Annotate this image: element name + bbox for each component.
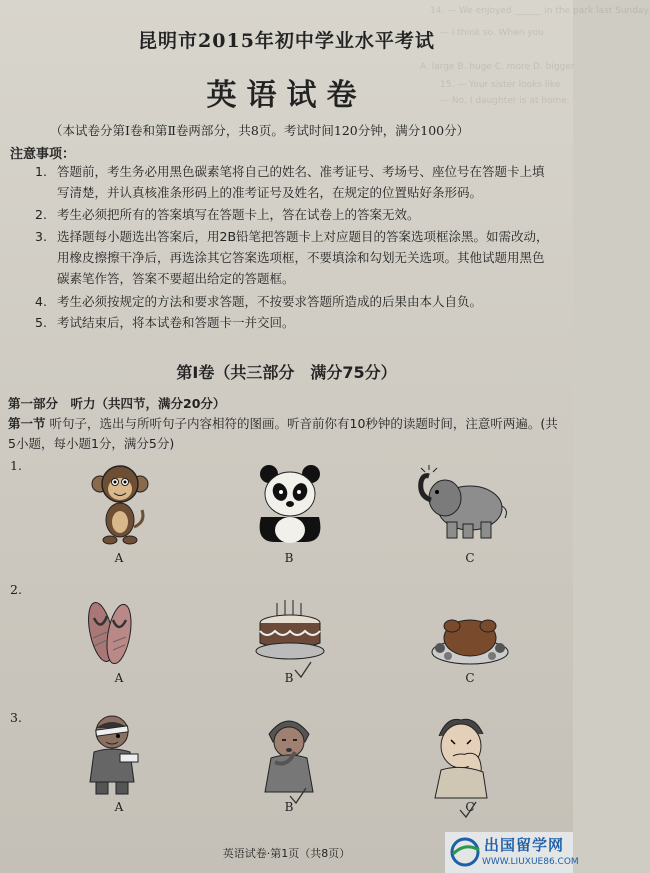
option-label: B [284, 671, 294, 685]
section-label: 第一节 [8, 416, 46, 431]
sick-girl-picture [257, 712, 322, 797]
notice-item-text: 答题前，考生务必用黑色碳素笔将自己的姓名、准考证号、考场号、座位号在答题卡上填写清楚，并认真核准条形码上的准考证号及姓名，在规定的位置贴好条形码。 [57, 164, 545, 200]
page-footer: 英语试卷·第1页（共8页） [222, 847, 351, 860]
notice-item [35, 312, 555, 333]
toothache-boy-picture [425, 714, 495, 799]
notice-item [35, 161, 555, 203]
question-number: 3. [10, 710, 22, 725]
option-label: C [465, 551, 475, 565]
notice-item-text: 考生必须把所有的答案填写在答题卡上，答在试卷上的答案无效。 [57, 207, 420, 222]
notice-item-text: 考试结束后，将本试卷和答题卡一并交回。 [57, 315, 295, 330]
option-label: C [465, 800, 475, 814]
option-label: A [114, 800, 124, 814]
bleed-through-line: — I think so. When you [440, 28, 544, 38]
watermark-title: 出国留学网 [484, 836, 565, 854]
section-instructions [8, 414, 563, 454]
volume-title: 第Ⅰ卷（共三部分 满分75分） [176, 363, 397, 382]
exam-info: （本试卷分第Ⅰ卷和第Ⅱ卷两部分，共8页。考试时间120分钟，满分100分） [50, 123, 470, 138]
notice-item-number: 3. [35, 229, 47, 244]
notice-item-text: 考生必须按规定的方法和要求答题，不按要求答题所造成的后果由本人自负。 [57, 294, 483, 309]
part-heading: 第一部分 听力（共四节，满分20分） [8, 396, 226, 411]
watermark-url: WWW.LIUXUE86.COM [482, 857, 579, 867]
bleed-through-line: 14. — We enjoyed ______ in the park last Sunday. [430, 6, 650, 16]
subject-title: 英语试卷 [206, 78, 367, 113]
flip-flops-picture [85, 598, 135, 668]
monkey-picture [90, 462, 150, 547]
elephant-picture [415, 466, 510, 541]
section-text: 听句子，选出与所听句子内容相符的图画。听音前你有10秒钟的读题时间，注意听两遍。(共5小题，每小题1分，满分5分) [8, 416, 558, 451]
notice-heading: 注意事项： [10, 147, 76, 162]
bleed-through-line: 15. — Your sister looks like [440, 80, 561, 90]
notice-item-text: 选择题每小题选出答案后，用2B铅笔把答题卡上对应题目的答案选项框涂黑。如需改动，用橡皮擦擦干净后，再选涂其它答案选项框，不要填涂和勾划无关选项。其他试题用黑色碳素笔作答，答案不要超出给定的答题框。 [57, 229, 549, 286]
panda-picture [255, 462, 325, 544]
birthday-cake-picture [255, 595, 325, 665]
option-label: A [114, 551, 124, 565]
bleed-through-line: — No, I daughter is at home. [440, 96, 570, 106]
option-label: A [114, 671, 124, 685]
notice-item-number: 4. [35, 294, 47, 309]
notice-item [35, 204, 555, 225]
option-label: B [284, 800, 294, 814]
option-label: B [284, 551, 294, 565]
option-label: C [465, 671, 475, 685]
bleed-through-line: A. large B. huge C. more D. bigger [420, 62, 575, 72]
notice-item-number: 1. [35, 164, 47, 179]
question-number: 2. [10, 582, 22, 597]
notice-item [35, 226, 555, 289]
injured-boy-picture [80, 712, 145, 797]
notice-item [35, 291, 555, 312]
roast-chicken-picture [430, 608, 510, 666]
notice-item-number: 2. [35, 207, 47, 222]
notice-item-number: 5. [35, 315, 47, 330]
exam-title: 昆明市2015年初中学业水平考试 [138, 30, 435, 52]
question-number: 1. [10, 458, 22, 473]
